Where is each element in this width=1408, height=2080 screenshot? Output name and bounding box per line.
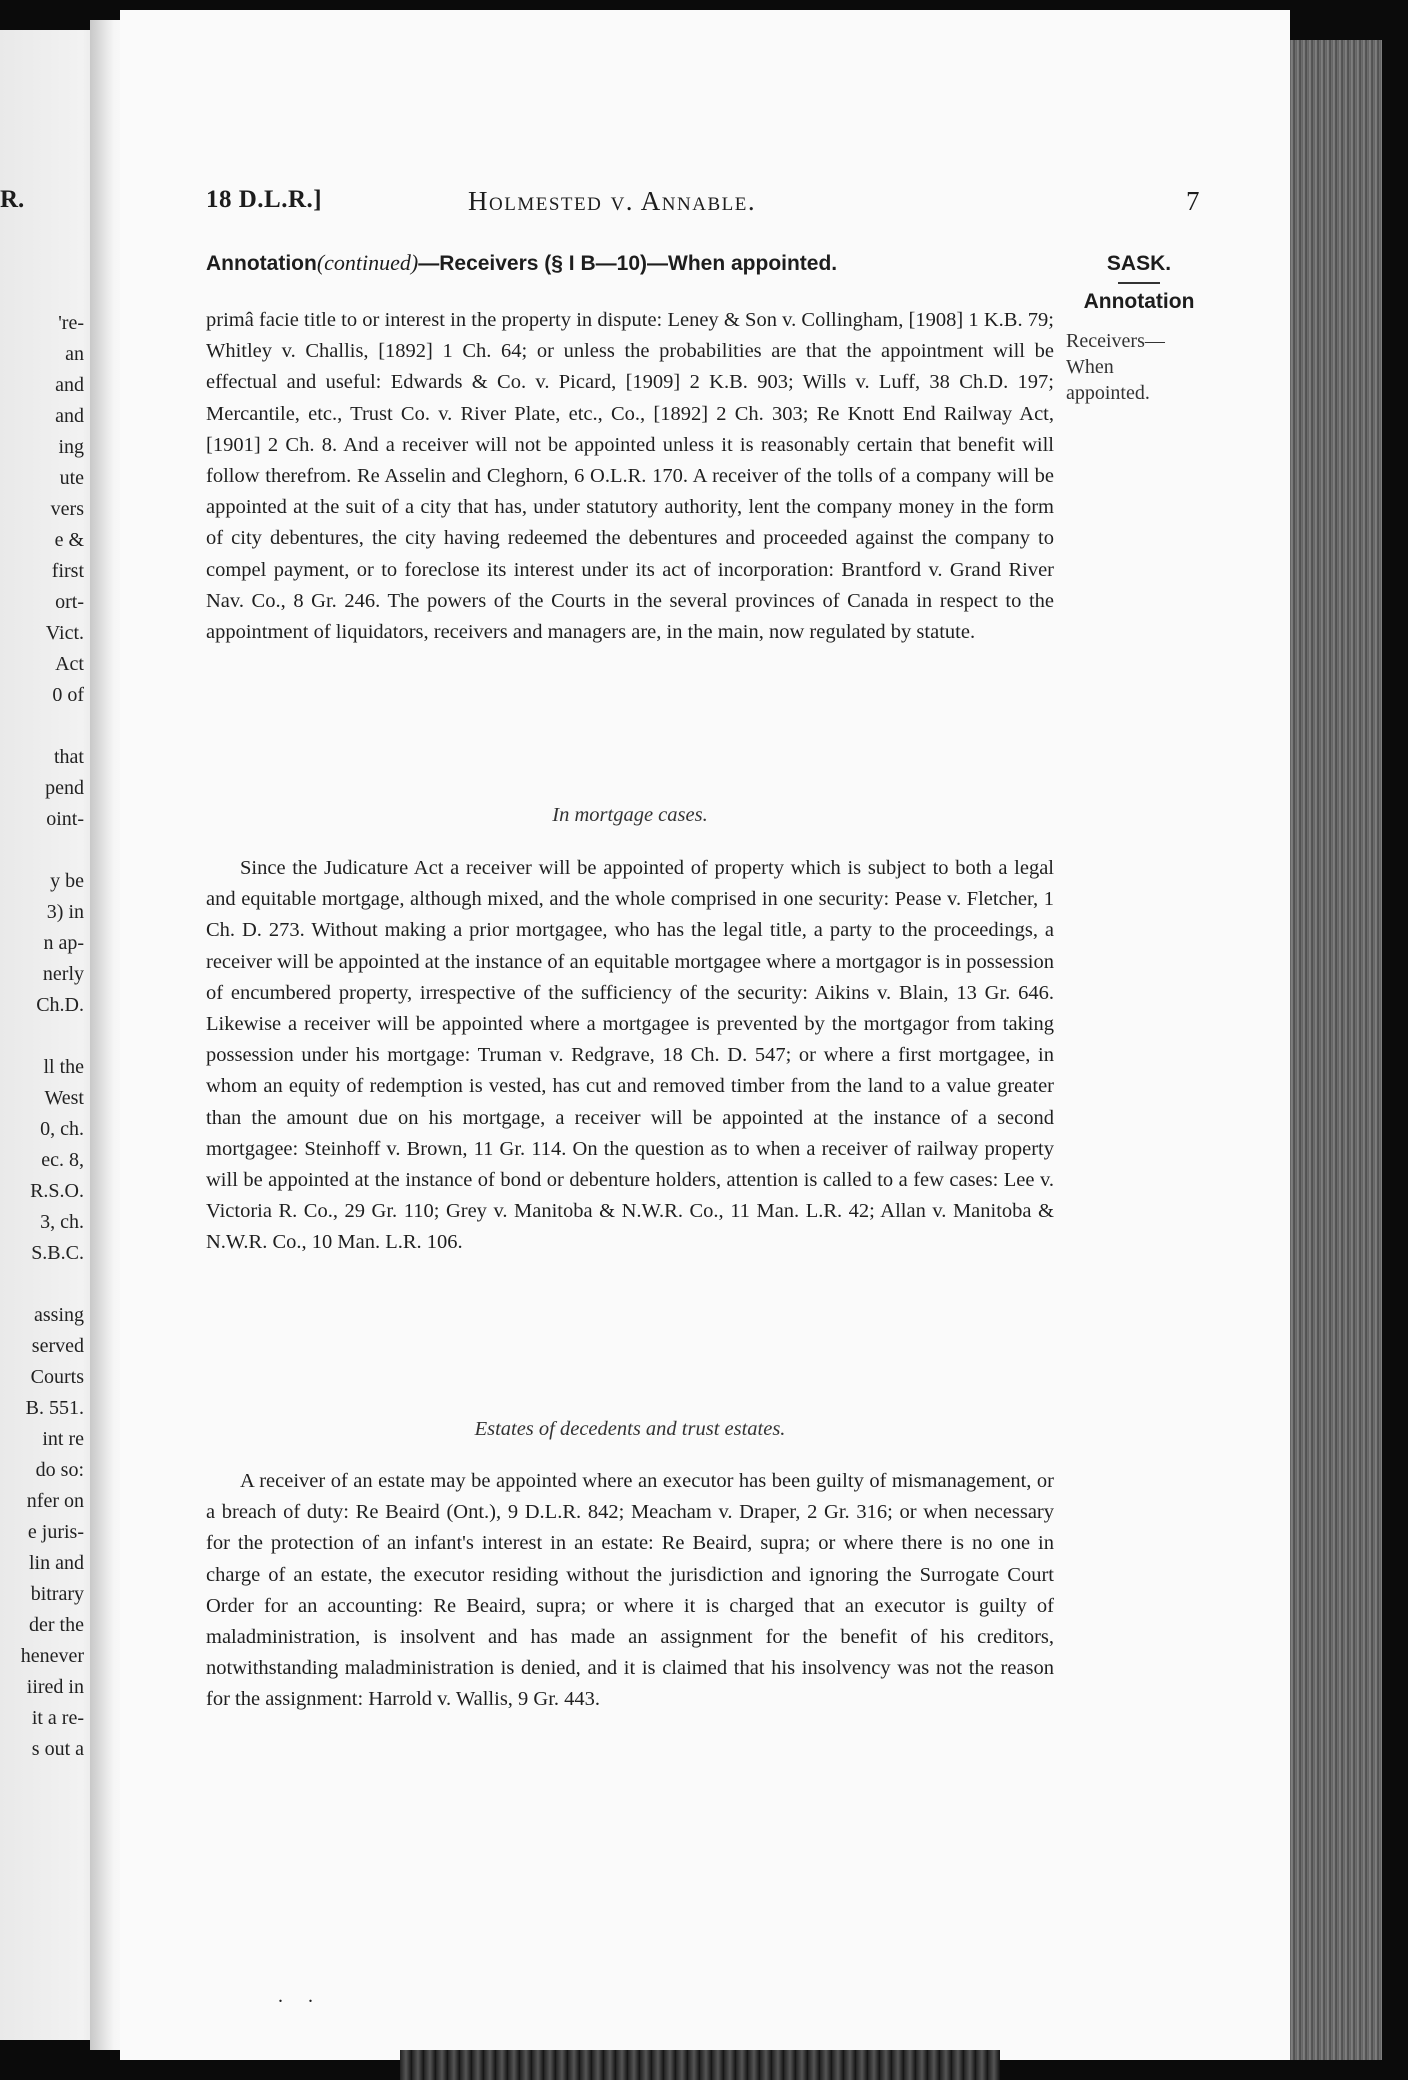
facing-page-line: and — [55, 405, 84, 427]
margin-annotation-label: Annotation — [1083, 290, 1195, 313]
footer-marks: . . — [278, 1985, 323, 2007]
volume-reference: 18 D.L.R.] — [206, 186, 323, 213]
section-heading-estates: Estates of decedents and trust estates. — [474, 1418, 786, 1440]
margin-note-line: Receivers— — [1066, 330, 1165, 352]
annotation-heading-continued: (continued) — [316, 250, 419, 275]
facing-page-line: 0, ch. — [40, 1118, 84, 1140]
facing-page-line: vers — [50, 498, 84, 520]
facing-page-line: iired in — [26, 1676, 84, 1698]
margin-column — [1064, 252, 1214, 406]
facing-page-line: e juris- — [27, 1521, 84, 1543]
facing-page-line: and — [55, 374, 84, 396]
facing-page-line: it a re- — [31, 1707, 84, 1729]
annotation-heading — [206, 250, 837, 276]
facing-page-line: y be — [50, 870, 84, 892]
facing-page-line: pend — [45, 777, 84, 799]
facing-page-line — [0, 1269, 84, 1300]
facing-page-line: s out a — [31, 1738, 84, 1760]
book-edge — [1290, 40, 1382, 2060]
paragraph-text: Since the Judicature Act a receiver will be appointed of property which is subject to both a legal and equitable mortgage, although mixed, and the whole comprised in one security: Pease v. Fletcher, 1 Ch. D. 273. Without making a prior mortgagee, who has the legal title, a party to the proceedings, a receiver will be appointed at the instance of an equitable mortgagee where a mortgagor is in possession of encumbered property, irrespective of the sufficiency of the security: Aikins v. Blain, 13 Gr. 646. Likewise a receiver will be appointed where a mortgagee is prevented by the mortgagor from taking possession under his mortgage: Truman v. Redgrave, 18 Ch. D. 547; or where a first mortgagee, in whom an equity of redemption is vested, has cut and removed timber from the land to a value greater than the amount due on his mortgage, a receiver will be appointed at the instance of a second mortgagee: Steinhoff v. Brown, 11 Gr. 114. On the question as to when a receiver of railway property will be appointed at the instance of bond or debenture holders, attention is called to a few cases: Lee v. Victoria R. Co., 29 Gr. 110; Grey v. Manitoba & N.W.R. Co., 11 Man. L.R. 42; Allan v. Manitoba & N.W.R. Co., 10 Man. L.R. 106. — [206, 857, 1054, 1254]
facing-page-line: ll the — [43, 1056, 84, 1078]
section-heading-mortgage: In mortgage cases. — [552, 804, 708, 826]
page-number: 7 — [1186, 186, 1200, 216]
facing-page-line: ort- — [55, 591, 84, 613]
annotation-heading-prefix: Annotation — [206, 252, 317, 275]
facing-page-line: first — [51, 560, 84, 582]
facing-page-line: served — [31, 1335, 84, 1357]
margin-note — [1064, 328, 1214, 406]
facing-page-line: int re — [42, 1428, 84, 1450]
facing-page-line: Vict. — [45, 622, 84, 644]
facing-page-line: Ch.D. — [36, 994, 84, 1016]
facing-page-line: R.S.O. — [30, 1180, 84, 1202]
paragraph-estates — [206, 1466, 1054, 1716]
scan-bottom-band — [400, 2050, 1000, 2080]
facing-page-line: S.B.C. — [31, 1242, 84, 1264]
facing-page-line: Courts — [30, 1366, 84, 1388]
facing-page-line: e & — [54, 529, 84, 551]
facing-page-line — [0, 711, 84, 742]
margin-note-line: appointed. — [1066, 382, 1150, 404]
province-label: SASK. — [1106, 252, 1172, 275]
facing-page-line: henever — [20, 1645, 84, 1667]
facing-page-line: do so: — [35, 1459, 84, 1481]
facing-page-line — [0, 1021, 84, 1052]
facing-page-line: West — [44, 1087, 84, 1109]
facing-page-line: ute — [59, 467, 84, 489]
facing-page-line: nerly — [42, 963, 84, 985]
facing-page-line: 0 of — [52, 684, 84, 706]
facing-page-running-head: R. — [0, 186, 25, 213]
facing-page-line: B. 551. — [25, 1397, 84, 1419]
facing-page-text — [0, 308, 84, 1765]
paragraph-text: primâ facie title to or interest in the property in dispute: Leney & Son v. Collingham, [1908] 1 K.B. 79; Whitley v. Challis, [1892] 1 Ch. 64; or unless the probabilities are that the appointment will be effectual and useful: Edwards & Co. v. Picard, [1909] 2 K.B. 903; Wills v. Luff, 38 Ch.D. 197; Mercantile, etc., Trust Co. v. River Plate, etc., Co., [1892] 2 Ch. 303; Re Knott End Railway Act, [1901] 2 Ch. 8. And a receiver will not be appointed unless it is reasonably certain that benefit will follow therefrom. Re Asselin and Cleghorn, 6 O.L.R. 170. A receiver of the tolls of a company will be appointed at the suit of a city that has, under statutory authority, lent the company money in the form of city debentures, the city having redeemed the debentures and proceeded against the company to compel payment, or to foreclose its interest under its act of incorporation: Brantford v. Grand River Nav. Co., 8 Gr. 246. The powers of the Courts in the several provinces of Canada in respect to the appointment of liquidators, receivers and managers are, in the main, now regulated by statute. — [206, 309, 1054, 644]
margin-rule — [1118, 282, 1160, 284]
facing-page-line: n ap- — [43, 932, 84, 954]
annotation-heading-rest: —Receivers (§ I B—10)—When appointed. — [418, 252, 838, 275]
paragraph-continued — [206, 305, 1054, 648]
facing-page-line: 3) in — [46, 901, 84, 923]
paragraph-text: A receiver of an estate may be appointed where an executor has been guilty of mismanagement, or a breach of duty: Re Beaird (Ont.), 9 D.L.R. 842; Meacham v. Draper, 2 Gr. 316; or when necessary for the protection of an infant's interest in an estate: Re Beaird, supra; or where there is no one in charge of an estate, the executor residing without the jurisdiction and ignoring the Surrogate Court Order for an accounting: Re Beaird, supra; or where it is charged that an executor is guilty of maladministration, is insolvent and has made an assignment for the benefit of his creditors, notwithstanding maladministration is denied, and it is claimed that his insolvency was not the reason for the assignment: Harrold v. Wallis, 9 Gr. 443. — [206, 1470, 1054, 1711]
facing-page-line: an — [65, 343, 84, 365]
facing-page-line: 're- — [58, 312, 84, 334]
case-title: Holmested v. Annable. — [468, 186, 757, 216]
facing-page-line: 3, ch. — [40, 1211, 84, 1233]
facing-page-line: that — [54, 746, 84, 768]
facing-page-line: lin and — [29, 1552, 84, 1574]
facing-page-line: assing — [34, 1304, 84, 1326]
facing-page-line — [0, 835, 84, 866]
facing-page-line: ing — [58, 436, 84, 458]
facing-page-line: bitrary — [30, 1583, 84, 1605]
facing-page-line: ec. 8, — [41, 1149, 84, 1171]
facing-page-line: Act — [55, 653, 84, 675]
facing-page-line: nfer on — [26, 1490, 84, 1512]
margin-note-line: When — [1066, 356, 1114, 378]
facing-page-line: oint- — [46, 808, 84, 830]
paragraph-mortgage — [206, 853, 1054, 1259]
facing-page-line: der the — [29, 1614, 84, 1636]
